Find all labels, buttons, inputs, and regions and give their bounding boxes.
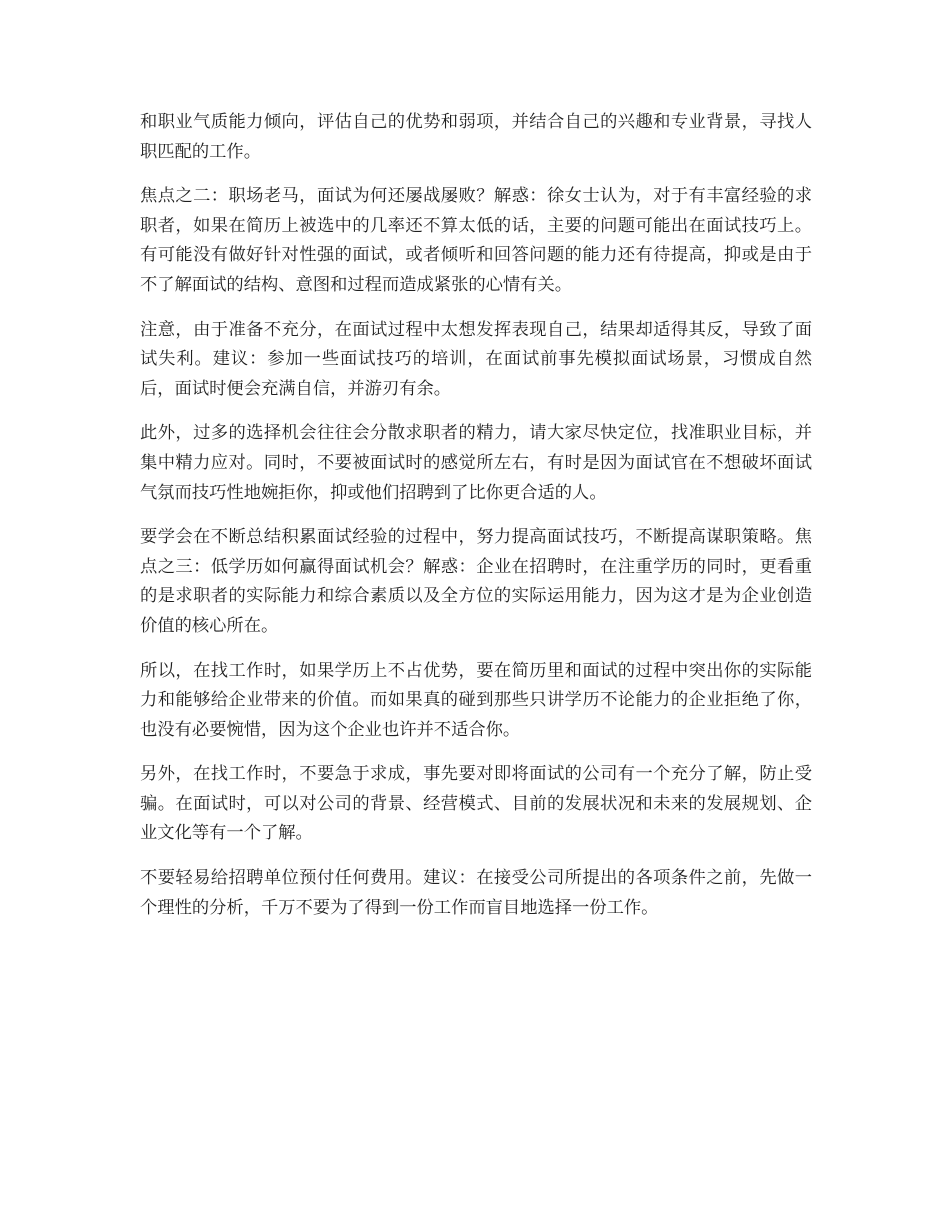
paragraph-1: 和职业气质能力倾向，评估自己的优势和弱项，并结合自己的兴趣和专业背景，寻找人职匹配的工作。 <box>140 112 812 162</box>
paragraph-7: 另外，在找工作时，不要急于求成，事先要对即将面试的公司有一个充分了解，防止受骗。在面试时，可以对公司的背景、经营模式、目前的发展状况和未来的发展规划、企业文化等有一个了解。 <box>140 764 812 844</box>
paragraph-3: 注意，由于准备不充分，在面试过程中太想发挥表现自己，结果却适得其反，导致了面试失利。建议：参加一些面试技巧的培训，在面试前事先模拟面试场景，习惯成自然后，面试时便会充满自信，并游刃有余。 <box>140 319 812 399</box>
document-body <box>140 108 812 938</box>
paragraph-6: 所以，在找工作时，如果学历上不占优势，要在简历里和面试的过程中突出你的实际能力和能够给企业带来的价值。而如果真的碰到那些只讲学历不论能力的企业拒绝了你，也没有必要惋惜，因为这个企业也许并不适合你。 <box>140 660 812 740</box>
paragraph-5: 要学会在不断总结积累面试经验的过程中，努力提高面试技巧，不断提高谋职策略。焦点之三：低学历如何赢得面试机会？解惑：企业在招聘时，在注重学历的同时，更看重的是求职者的实际能力和综合素质以及全方位的实际运用能力，因为这才是为企业创造价值的核心所在。 <box>140 527 812 636</box>
paragraph-8: 不要轻易给招聘单位预付任何费用。建议：在接受公司所提出的各项条件之前，先做一个理性的分析，千万不要为了得到一份工作而盲目地选择一份工作。 <box>140 868 812 918</box>
paragraph-4: 此外，过多的选择机会往往会分散求职者的精力，请大家尽快定位，找准职业目标，并集中精力应对。同时，不要被面试时的感觉所左右，有时是因为面试官在不想破坏面试气氛而技巧性地婉拒你，抑或他们招聘到了比你更合适的人。 <box>140 423 812 503</box>
paragraph-2: 焦点之二：职场老马，面试为何还屡战屡败？解惑：徐女士认为，对于有丰富经验的求职者，如果在简历上被选中的几率还不算太低的话，主要的问题可能出在面试技巧上。有可能没有做好针对性强的面试，或者倾听和回答问题的能力还有待提高，抑或是由于不了解面试的结构、意图和过程而造成紧张的心情有关。 <box>140 186 812 295</box>
